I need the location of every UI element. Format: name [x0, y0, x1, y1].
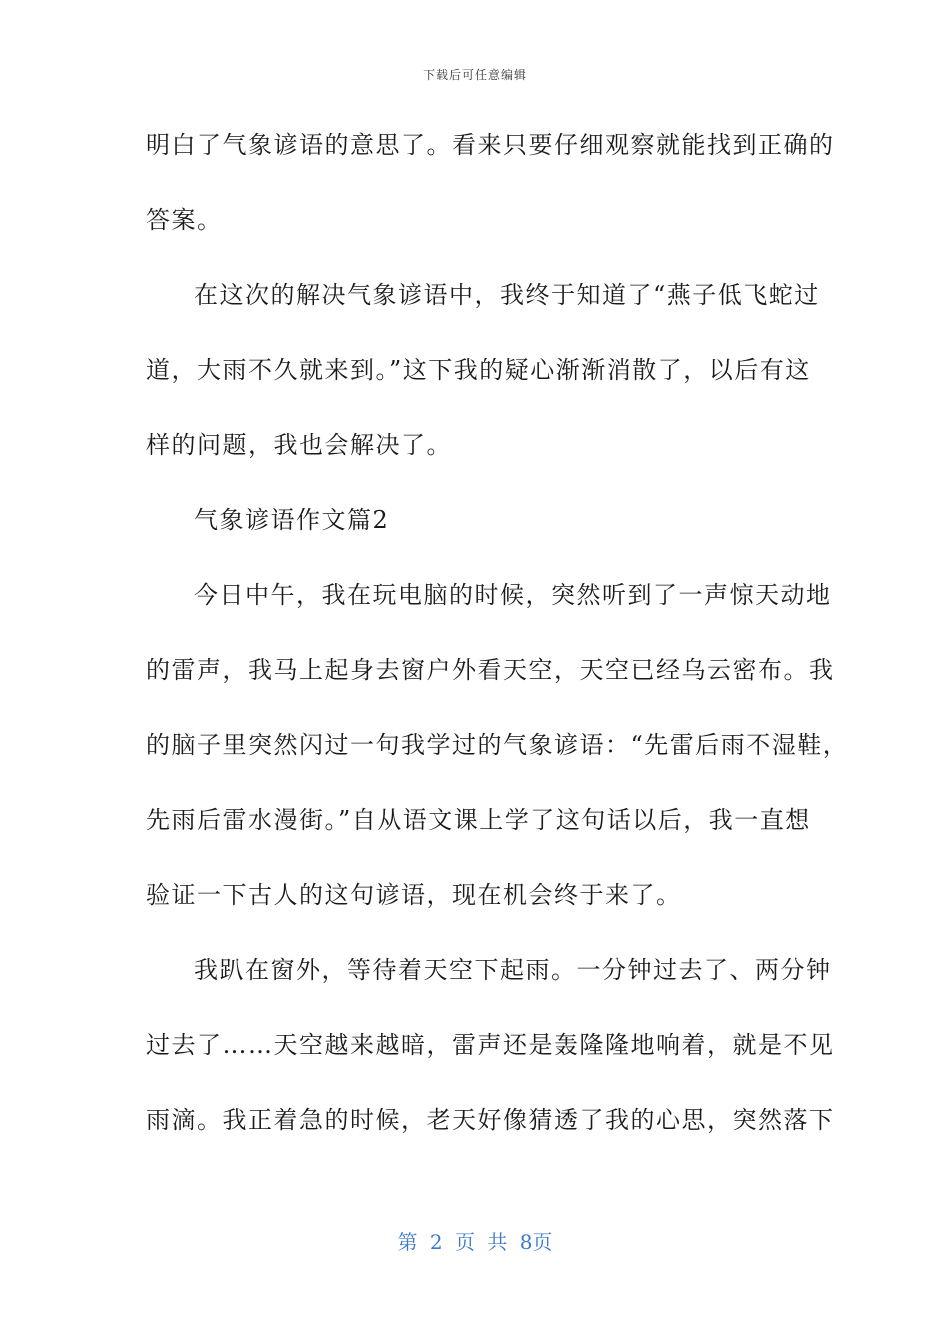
- text-line: 样的问题，我也会解决了。: [146, 431, 452, 459]
- page-header: 下载后可任意编辑: [422, 68, 527, 82]
- text-line: 雨滴。我正着急的时候，老天好像猜透了我的心思，突然落下: [146, 1106, 835, 1134]
- text-line: 验证一下古人的这句谚语，现在机会终于来了。: [146, 881, 682, 909]
- text-line: 的脑子里突然闪过一句我学过的气象谚语：“先雷后雨不湿鞋，: [146, 731, 849, 759]
- text-line: 今日中午，我在玩电脑的时候，突然听到了一声惊天动地: [194, 581, 832, 609]
- text-line: 我趴在窗外，等待着天空下起雨。一分钟过去了、两分钟: [194, 956, 832, 984]
- text-line: 道，大雨不久就来到。”这下我的疑心渐渐消散了，以后有这: [146, 356, 811, 384]
- section-heading: 气象谚语作文篇2: [194, 506, 390, 534]
- text-line: 过去了……天空越来越暗，雷声还是轰隆隆地响着，就是不见: [146, 1031, 835, 1059]
- text-line: 先雨后雷水漫街。”自从语文课上学了这句话以后，我一直想: [146, 806, 811, 834]
- text-line: 答案。: [146, 206, 223, 234]
- text-line: 明白了气象谚语的意思了。看来只要仔细观察就能找到正确的: [146, 131, 835, 159]
- page-number-footer: 第 2 页 共 8页: [397, 1230, 553, 1254]
- text-line: 的雷声，我马上起身去窗户外看天空，天空已经乌云密布。我: [146, 656, 835, 684]
- text-line: 在这次的解决气象谚语中，我终于知道了“燕子低飞蛇过: [194, 281, 820, 309]
